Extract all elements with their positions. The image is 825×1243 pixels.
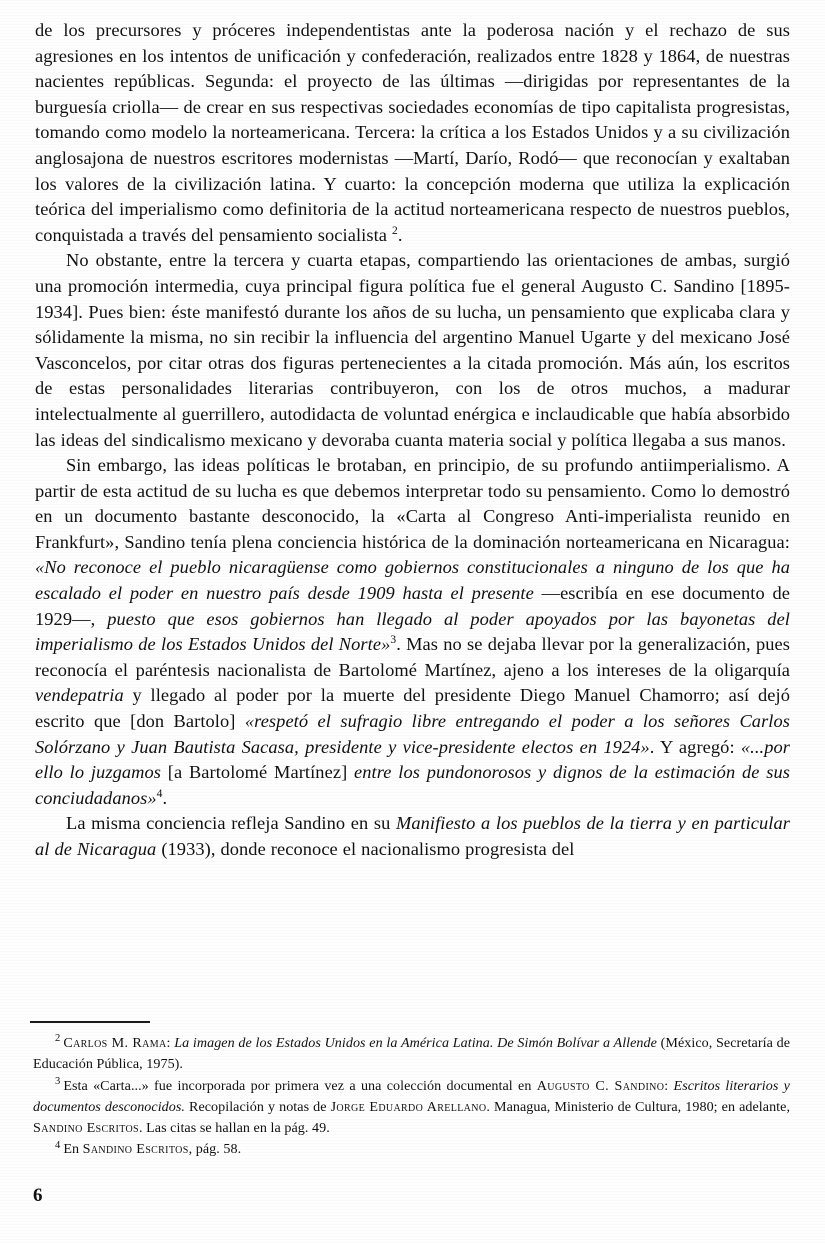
small-caps-run: Sandino Escritos [82, 1141, 189, 1158]
footnote-reference: 2 [392, 224, 398, 237]
text-run: (1933), donde reconoce el nacionalismo progresista del [161, 839, 575, 859]
footnote-number: 3 [55, 1075, 61, 1087]
footnote-reference: 4 [156, 787, 163, 800]
small-caps-run: Jorge Eduardo Arellano [330, 1098, 487, 1115]
text-run: No obstante, entre la tercera y cuarta etapas, compartiendo las orientaciones de ambas, surgió una promoción intermedia, cuya principal figura política fue el general Augusto C. Sandino [1895-1934]. Pues bien: éste manifestó durante los años de su lucha, un pensamiento que explicaba clara y sólidamente la misma, no sin recibir la influencia del argentino Manuel Ugarte y del mexicano José Vasconcelos, por citar otras dos figuras pertenecientes a la citada promoción. Más aún, los escritos de estas personalidades literarias contribuyeron, con los de otros muchos, a madurar intelectualmente al guerrillero, autodidacta de voluntad enérgica e inclaudicable que había absorbido las ideas del sindicalismo mexicano y devoraba cuanta materia social y política llegaba a sus manos. [35, 250, 790, 450]
paragraph [35, 18, 790, 248]
small-caps-run: Sandino Escritos [33, 1120, 139, 1137]
footnote [33, 1076, 790, 1140]
text-run: Sin embargo, las ideas políticas le brotaban, en principio, de su profundo antiimperialismo. A partir de esta actitud de su lucha es que debemos interpretar todo su pensamiento. Como lo demostró en un documento bastante desconocido, la «Carta al Congreso Anti-imperialista reunido en Frankfurt», Sandino tenía plena conciencia histórica de la dominación norteamericana en Nicaragua: [35, 455, 790, 552]
text-run: de los precursores y próceres independentistas ante la poderosa nación y el rechazo de sus agresiones en los intentos de unificación y confederación, realizados entre 1828 y 1864, de nuestras nacientes repúblicas. Segunda: el proyecto de las últimas —dirigidas por representantes de la burguesía criolla— de crear en sus respectivas sociedades economías de tipo capitalista progresistas, tomando como modelo la norteamericana. Tercera: la crítica a los Estados Unidos y a su civilización anglosajona de nuestros escritores modernistas —Martí, Darío, Rodó— que reconocían y exaltaban los valores de la civilización latina. Y cuarto: la concepción moderna que utiliza la explicación teórica del imperialismo como definitoria de la actitud norteamericana respecto de nuestros pueblos, conquistada a través del pensamiento socialista [35, 20, 790, 245]
text-run: La misma conciencia refleja Sandino en su [66, 813, 396, 834]
text-run: En [63, 1141, 83, 1158]
text-run: . Las citas se hallan en la pág. 49. [138, 1120, 330, 1137]
footnote [33, 1139, 790, 1160]
italic-run: Escritos literarios y documentos desconocidos. [33, 1077, 790, 1115]
text-run: . Mas no se dejaba llevar por la generalización, pues reconocía el paréntesis nacionalista de Bartolomé Martínez, ajeno a los intereses de la oligarquía [35, 634, 790, 680]
page-number: 6 [33, 1185, 43, 1206]
small-caps-run: Carlos M. Rama [63, 1035, 167, 1051]
italic-run: Manifiesto a los pueblos de la tierra y en particular al de Nicaragua [35, 813, 790, 859]
footnote-number: 4 [55, 1139, 61, 1151]
italic-run: «No reconoce el pueblo nicaragüense como gobiernos constitucionales a ninguno de los que ha escalado el poder en nuestro país desde 1909 hasta el presente [35, 557, 790, 604]
text-run: [a Bartolomé Martínez] [167, 762, 355, 783]
text-run: (México, Secretaría de Educación Pública, 1975). [33, 1035, 790, 1073]
italic-run: «respetó el sufragio libre entregando el poder a los señores Carlos Solórzano y Juan Bautista Sacasa, presidente y vice-presidente electos en 1924» [35, 711, 791, 757]
text-run: . Managua, Ministerio de Cultura, 1980; en adelante, [486, 1098, 791, 1115]
text-run: —escribía en ese documento de 1929—, [35, 583, 790, 629]
footnote-reference: 3 [390, 634, 397, 647]
italic-run: entre los pundonorosos y dignos de la estimación de sus conciudadanos» [35, 762, 791, 808]
text-run: Esta «Carta...» fue incorporada por primera vez a una colección documental en [63, 1077, 537, 1094]
text-run: , pág. 58. [188, 1141, 242, 1158]
text-run: Recopilación y notas de [189, 1098, 331, 1115]
text-run: : [166, 1035, 175, 1051]
italic-run: puesto que esos gobiernos han llegado al poder apoyados por las bayonetas del imperialismo de los Estados Unidos del Norte» [35, 608, 790, 655]
body-text-block [35, 18, 790, 863]
text-run: : [664, 1077, 674, 1094]
text-run: y llegado al poder por la muerte del presidente Diego Manuel Chamorro; así dejó escrito que [don Bartolo] [35, 685, 790, 732]
footnote-number: 2 [55, 1033, 61, 1045]
paragraph [35, 453, 790, 811]
italic-run: «...por ello lo juzgamos [35, 736, 790, 783]
text-run: . [162, 787, 168, 808]
small-caps-run: Augusto C. Sandino [536, 1077, 665, 1094]
text-run: . [397, 224, 403, 245]
italic-run: La imagen de los Estados Unidos en la América Latina. De Simón Bolívar a Allende [174, 1035, 661, 1051]
italic-run: vendepatria [35, 685, 124, 706]
footnotes-block [33, 1033, 790, 1161]
footnote-separator-rule [30, 1021, 150, 1023]
footnote [33, 1033, 790, 1076]
paragraph [35, 248, 790, 453]
paragraph [35, 811, 790, 862]
text-run: . Y agregó: [649, 736, 741, 757]
